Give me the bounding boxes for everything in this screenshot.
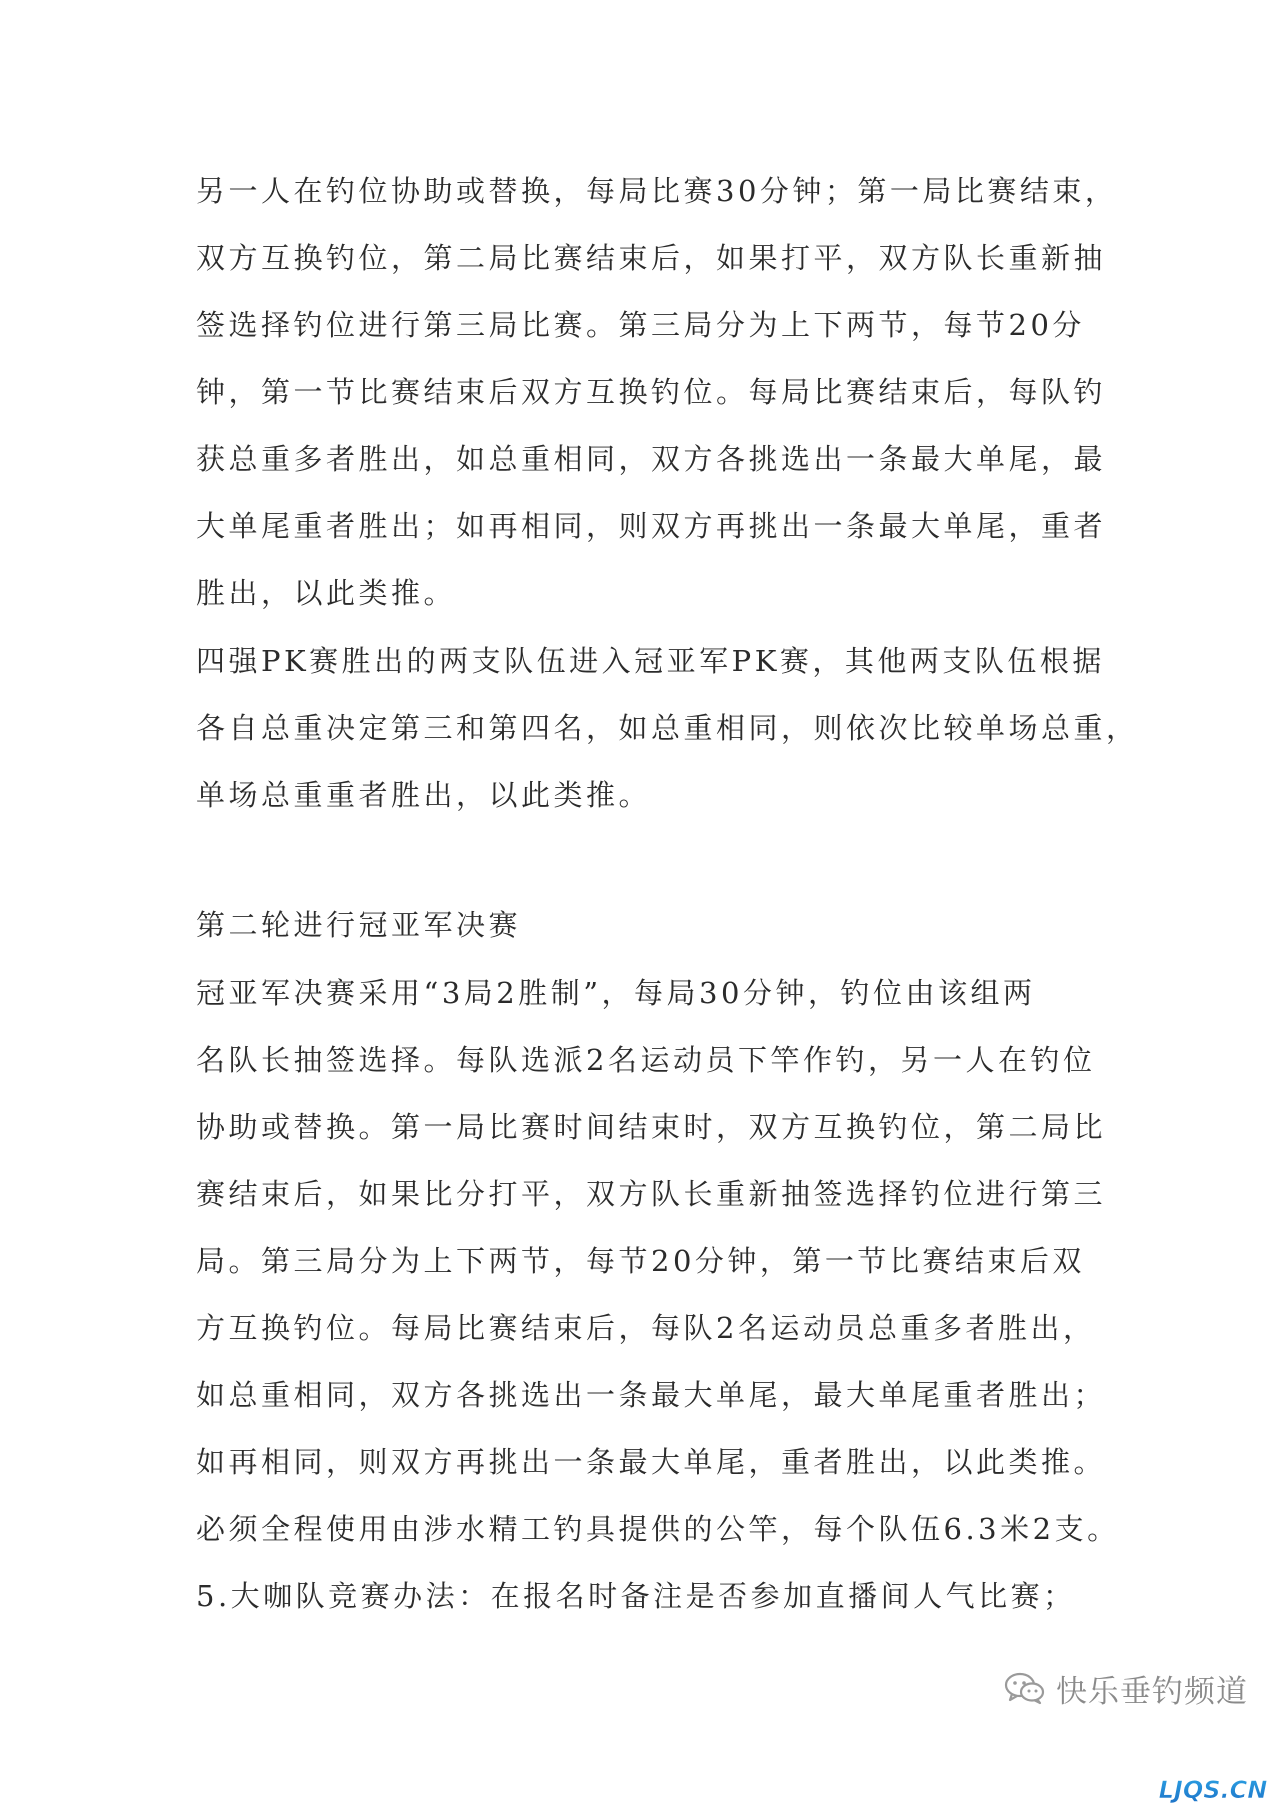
paragraph-final-rules [196,960,1120,1630]
paragraph-semifinal-ranking [196,628,1139,829]
text-line: 冠亚军决赛采用“3局2胜制”，每局30分钟，钓位由该组两 [196,976,1036,1010]
text-line: 必须全程使用由涉水精工钓具提供的公竿，每个队伍6.3米2支。 [196,1512,1120,1546]
text-line: 名队长抽签选择。每队选派2名运动员下竿作钓，另一人在钓位 [196,1043,1096,1077]
text-line: 各自总重决定第三和第四名，如总重相同，则依次比较单场总重， [196,711,1139,745]
text-line: 5.大咖队竞赛办法：在报名时备注是否参加直播间人气比赛； [196,1579,1076,1613]
text-line: 大单尾重者胜出；如再相同，则双方再挑出一条最大单尾，重者 [196,509,1107,543]
wechat-icon [1004,1671,1046,1705]
paragraph-competition-rules [196,158,1118,627]
text-line: 协助或替换。第一局比赛时间结束时，双方互换钓位，第二局比 [196,1110,1107,1144]
text-line: 如总重相同，双方各挑选出一条最大单尾，最大单尾重者胜出； [196,1378,1107,1412]
wechat-watermark [1004,1666,1248,1710]
text-line: 签选择钓位进行第三局比赛。第三局分为上下两节，每节20分 [196,308,1085,342]
text-line: 钟，第一节比赛结束后双方互换钓位。每局比赛结束后，每队钓 [196,375,1107,409]
svg-text:LJQS.CN: LJQS.CN [1158,1776,1268,1804]
text-line: 四强PK赛胜出的两支队伍进入冠亚军PK赛，其他两支队伍根据 [196,644,1105,678]
watermark-text: 快乐垂钓频道 [1056,1673,1248,1710]
text-line: 局。第三局分为上下两节，每节20分钟，第一节比赛结束后双 [196,1244,1085,1278]
text-line: 获总重多者胜出，如总重相同，双方各挑选出一条最大单尾，最 [196,442,1107,476]
text-line: 如再相同，则双方再挑出一条最大单尾，重者胜出，以此类推。 [196,1445,1107,1479]
text-line: 赛结束后，如果比分打平，双方队长重新抽签选择钓位进行第三 [196,1177,1107,1211]
text-line: 方互换钓位。每局比赛结束后，每队2名运动员总重多者胜出， [196,1311,1096,1345]
text-line: 另一人在钓位协助或替换，每局比赛30分钟；第一局比赛结束， [196,174,1118,208]
section-heading [196,892,1096,959]
text-line: 双方互换钓位，第二局比赛结束后，如果打平，双方队长重新抽 [196,241,1107,275]
ljqs-logo [1150,1772,1276,1806]
section-heading-text: 第二轮进行冠亚军决赛 [196,908,522,942]
text-line: 胜出，以此类推。 [196,576,457,610]
text-line: 单场总重重者胜出，以此类推。 [196,778,652,812]
